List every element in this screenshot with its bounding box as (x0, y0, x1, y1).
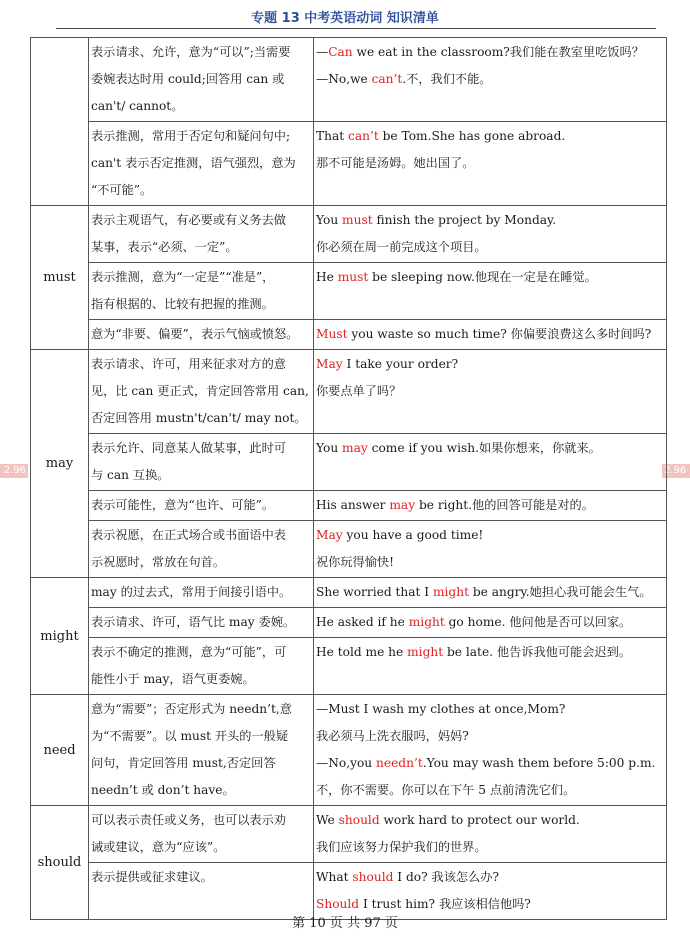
highlighted-verb: might (407, 645, 444, 659)
example-line (316, 609, 664, 636)
example-line (316, 639, 664, 666)
example-line (316, 66, 664, 93)
header-rule (56, 28, 656, 29)
example-cell (314, 806, 667, 863)
usage-line: 诫或建议，意为“应该”。 (91, 840, 226, 854)
usage-cell (89, 350, 314, 434)
usage-line: 示祝愿时，常放在句首。 (91, 555, 226, 569)
example-text: —No,we (316, 72, 372, 86)
example-cell (314, 608, 667, 638)
usage-cell (89, 206, 314, 263)
example-cell (314, 206, 667, 263)
example-line (316, 492, 664, 519)
example-text: be right.他的回答可能是对的。 (415, 498, 594, 512)
highlighted-verb: may (342, 441, 368, 455)
example-line (316, 234, 664, 261)
usage-cell (89, 638, 314, 695)
example-line (316, 777, 664, 804)
example-text: His answer (316, 498, 390, 512)
example-text: She worried that I (316, 585, 433, 599)
example-text: work hard to protect our world. (379, 813, 580, 827)
example-cell (314, 350, 667, 434)
example-line (316, 39, 664, 66)
usage-cell (89, 695, 314, 806)
example-line (316, 321, 664, 348)
table-row (31, 863, 667, 920)
example-cell (314, 434, 667, 491)
usage-line: 表示请求、允许，意为“可以”;当需要 (91, 45, 291, 59)
example-text: you have a good time! (342, 528, 484, 542)
example-cell (314, 491, 667, 521)
example-cell (314, 695, 667, 806)
example-line (316, 378, 664, 405)
example-cell (314, 320, 667, 350)
usage-line: 委婉表达时用 could;回答用 can 或 (91, 72, 285, 86)
usage-cell (89, 806, 314, 863)
highlighted-verb: should (352, 870, 394, 884)
usage-line: can't/ cannot。 (91, 99, 184, 113)
example-text: be late. 他告诉我他可能会迟到。 (443, 645, 631, 659)
example-text: .不，我们不能。 (402, 72, 492, 86)
side-mark-left: 2.96 (0, 464, 28, 478)
table-row (31, 122, 667, 206)
example-text: be sleeping now.他现在一定是在睡觉。 (368, 270, 597, 284)
example-text: I take your order? (342, 357, 459, 371)
page-footer: 第 10 页 共 97 页 (292, 916, 398, 931)
example-text: .You may wash them before 5:00 p.m. (422, 756, 656, 770)
example-text: What (316, 870, 353, 884)
verb-label: should (37, 855, 82, 870)
example-text: 祝你玩得愉快! (316, 555, 395, 569)
verb-cell (31, 695, 89, 806)
example-line (316, 549, 664, 576)
highlighted-verb: should (338, 813, 380, 827)
highlighted-verb: Must (316, 327, 348, 341)
example-cell (314, 638, 667, 695)
usage-cell (89, 578, 314, 608)
highlighted-verb: might (432, 585, 469, 599)
highlighted-verb: Can (328, 45, 353, 59)
usage-line: 表示推测，常用于否定句和疑问句中; (91, 129, 291, 143)
highlighted-verb: may (389, 498, 416, 512)
usage-line: 能性小于 may，语气更委婉。 (91, 672, 255, 686)
verb-cell (31, 806, 89, 920)
example-text: we eat in the classroom?我们能在教室里吃饭吗？ (352, 45, 644, 59)
usage-line: 问句，肯定回答用 must,否定回答 (91, 756, 276, 770)
usage-line: 表示不确定的推测，意为“可能”，可 (91, 645, 287, 659)
example-text: 那不可能是汤姆。她出国了。 (316, 156, 475, 170)
example-text: You (316, 213, 343, 227)
verb-label: might (40, 628, 79, 644)
example-text: You (316, 441, 343, 455)
usage-line: 表示提供或征求建议。 (91, 870, 213, 884)
usage-cell (89, 320, 314, 350)
table-row (31, 806, 667, 863)
example-text: you waste so much time? 你偏要浪费这么多时间吗? (347, 327, 652, 341)
example-line (316, 807, 664, 834)
example-text: 我们应该努力保护我们的世界。 (316, 840, 487, 854)
usage-line: 表示请求、许可，用来征求对方的意 (91, 357, 286, 371)
example-text: He told me he (316, 645, 408, 659)
example-text: go home. 他问他是否可以回家。 (444, 615, 632, 629)
verb-label: may (45, 456, 74, 471)
example-cell (314, 578, 667, 608)
example-cell (314, 863, 667, 920)
example-line (316, 264, 664, 291)
example-text: 你必须在周一前完成这个项目。 (316, 240, 487, 254)
usage-cell (89, 38, 314, 122)
usage-cell (89, 434, 314, 491)
usage-line: 表示祝愿，在正式场合或书面语中表 (91, 528, 286, 542)
usage-line: 否定回答用 mustn't/can't/ may not。 (91, 411, 307, 425)
example-line (316, 522, 664, 549)
example-text: come if you wish.如果你想来，你就来。 (367, 441, 601, 455)
usage-cell (89, 122, 314, 206)
usage-line: 指有根据的、比较有把握的推测。 (91, 297, 274, 311)
table-row (31, 608, 667, 638)
usage-line: can't 表示否定推测，语气强烈，意为 (91, 156, 296, 170)
usage-cell (89, 608, 314, 638)
table-row (31, 263, 667, 320)
example-text: He asked if he (316, 615, 409, 629)
table-row (31, 578, 667, 608)
usage-cell (89, 863, 314, 920)
usage-line: 为“不需要”。以 must 开头的一般疑 (91, 729, 289, 743)
verb-label: need (43, 742, 76, 758)
verb-cell (31, 206, 89, 350)
side-mark-right: 2.96 (662, 464, 690, 478)
usage-line: 见，比 can 更正式，肯定回答常用 can, (91, 384, 309, 398)
verb-cell (31, 38, 89, 206)
verb-cell (31, 350, 89, 578)
highlighted-verb: Should (316, 897, 360, 911)
example-cell (314, 263, 667, 320)
example-text: 我必须马上洗衣服吗，妈妈? (316, 729, 469, 743)
highlighted-verb: needn’t (376, 756, 423, 770)
example-line (316, 435, 664, 462)
example-line (316, 123, 664, 150)
usage-line: 某事，表示“必须、一定”。 (91, 240, 238, 254)
highlighted-verb: can’t (371, 72, 403, 86)
example-text: be angry.她担心我可能会生气。 (468, 585, 652, 599)
example-cell (314, 521, 667, 578)
table-row (31, 695, 667, 806)
usage-line: 可以表示责任或义务，也可以表示劝 (91, 813, 286, 827)
table-row (31, 491, 667, 521)
page-header: 专题 13 中考英语动词 知识清单 (251, 11, 439, 26)
example-text: I do? 我该怎么办? (393, 870, 500, 884)
example-text: be Tom.She has gone abroad. (378, 129, 566, 143)
highlighted-verb: must (342, 213, 373, 227)
example-line (316, 150, 664, 177)
example-cell (314, 38, 667, 122)
example-cell (314, 122, 667, 206)
example-line (316, 579, 664, 606)
table-row (31, 521, 667, 578)
example-line (316, 834, 664, 861)
usage-line: 意为“需要”；否定形式为 needn’t,意 (91, 702, 292, 716)
example-text: — (316, 45, 329, 59)
usage-line: 意为“非要、偏要”，表示气恼或愤怒。 (91, 327, 299, 341)
example-line (316, 351, 664, 378)
verb-label: must (43, 270, 76, 285)
example-text: —No,you (316, 756, 377, 770)
usage-cell (89, 263, 314, 320)
usage-line: “不可能”。 (91, 183, 153, 197)
example-text: —Must I wash my clothes at once,Mom? (316, 702, 566, 716)
table-row (31, 350, 667, 434)
table-row (31, 38, 667, 122)
example-text: He (316, 270, 338, 284)
highlighted-verb: May (316, 528, 343, 542)
usage-line: 表示允许、同意某人做某事，此时可 (91, 441, 286, 455)
example-text: I trust him? 我应该相信他吗? (359, 897, 531, 911)
table-row (31, 434, 667, 491)
example-text: finish the project by Monday. (372, 213, 557, 227)
example-text: 不，你不需要。你可以在下午 5 点前清洗它们。 (316, 783, 576, 797)
verb-cell (31, 578, 89, 695)
table-row (31, 638, 667, 695)
usage-cell (89, 521, 314, 578)
example-text: 你要点单了吗？ (316, 384, 402, 398)
usage-line: 表示可能性，意为“也许、可能”。 (91, 498, 275, 512)
modal-verbs-table (30, 37, 667, 920)
usage-line: 表示请求、许可，语气比 may 委婉。 (91, 615, 296, 629)
highlighted-verb: May (316, 357, 343, 371)
usage-line: 表示主观语气，有必要或有义务去做 (91, 213, 286, 227)
example-line (316, 207, 664, 234)
usage-line: 表示推测，意为“一定是”“准是”， (91, 270, 275, 284)
example-line (316, 723, 664, 750)
example-line (316, 864, 664, 891)
table-row (31, 206, 667, 263)
example-text: That (316, 129, 349, 143)
usage-line: may 的过去式，常用于间接引语中。 (91, 585, 292, 599)
highlighted-verb: might (408, 615, 445, 629)
example-line (316, 750, 664, 777)
example-line (316, 696, 664, 723)
usage-line: 与 can 互换。 (91, 468, 170, 482)
highlighted-verb: can’t (348, 129, 379, 143)
table-row (31, 320, 667, 350)
usage-line: needn’t 或 don’t have。 (91, 783, 235, 797)
example-text: We (316, 813, 339, 827)
highlighted-verb: must (337, 270, 369, 284)
usage-cell (89, 491, 314, 521)
